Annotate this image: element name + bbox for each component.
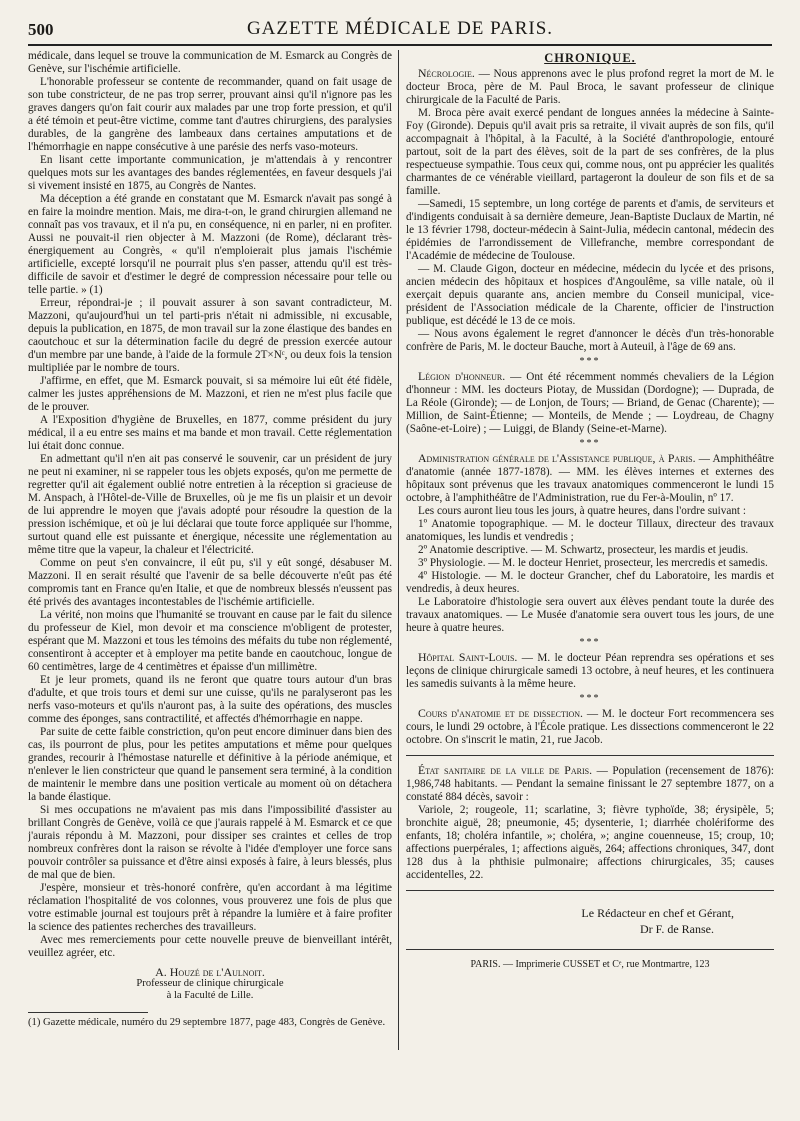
section-rule: [406, 890, 774, 891]
item-lead: État sanitaire de la ville de Paris.: [418, 763, 593, 777]
item-text: — M. le docteur Fort recommencera ses cours, le lundi 29 octobre, à l'École pratique. Les dissections commenceront le 22 octobre. On s'inscrit le matin, 21, rue Jacob.: [406, 708, 774, 746]
item-lead: Cours d'anatomie et de dissection.: [418, 706, 583, 720]
course-item: 3º Physiologie. — M. le docteur Henriet, prosecteur, les mercredis et samedis.: [418, 557, 768, 569]
course-item: 4º Histologie. — M. le docteur Grancher, chef du Laboratoire, les mardis et vendredis, à deux heures.: [406, 570, 774, 595]
item-text: — Nous apprenons avec le plus profond regret la mort de M. le docteur Broca, père de M. Paul Broca, le savant professeur de clinique chirurgicale de la Faculté de Paris.: [406, 68, 774, 106]
paragraph: Erreur, répondrai-je ; il pouvait assurer à son savant contradicteur, M. Mazzoni, qu'aujourd'hui un tel parti-pris n'était ni admissible, ni excusable, depuis la publication, en 1875, de mon travail sur la zone élastique des bandes en caoutchouc et sur la détermination facile du degré de pression exercée autour d'un membre par une bande, à l'aide de la formule 2T×Nᶜ, ou deux fois la tension multipliée par le nombre de tours.: [28, 297, 392, 374]
item-text: — Amphithéâtre d'anatomie (année 1877-1878). — MM. les élèves internes et externes des hôpitaux sont prévenus que les travaux anatomiques commenceront le lundi 15 octobre, à l'amphithéâtre de l'Administration, rue du Fer-à-Moulin, nº 17.: [406, 453, 774, 504]
paragraph: Si mes occupations ne m'avaient pas mis dans l'impossibilité d'assister au brillant Congrès de Genève, voilà ce que j'aurais rappelé à M. Esmarck et ce que j'aurais répondu à M. Mazzoni, pour dissiper ses craintes et celles de trop nombreux confrères dont la raison se révolte à l'idée d'employer une force sans pouvoir contrôler sa puissance et d'être ainsi exposés à faire, à leurs blessés, plus de mal que de bien.: [28, 804, 392, 881]
author-title-line: à la Faculté de Lille.: [166, 990, 254, 1001]
right-column: [406, 50, 774, 1110]
news-item: [406, 707, 774, 747]
news-item: [406, 764, 774, 804]
paragraph: En lisant cette importante communication, je m'attendais à y rencontrer quelques mots sur les avantages des bandes réglementées, en faveur desquels j'ai si vivement insisté en 1875, au Congrès de Nantes.: [28, 154, 392, 192]
separator-asterisks: ***: [579, 356, 601, 367]
paragraph: — M. Claude Gigon, docteur en médecine, médecin du lycée et des prisons, ancien médecin des hôpitaux et hospices d'Angoulême, sa ville natale, où il exerçait depuis quarante ans, ancien membre du Conseil municipal, vice-président de l'Association médicale de la Charente, officier de l'instruction publique, est décédé le 13 de ce mois.: [406, 263, 774, 327]
paragraph: Par suite de cette faible constriction, qu'on peut encore diminuer dans bien des cas, ils pourront de plus, pour les petites amputations et même pour quelques grandes, recourir à l'hémostase naturelle et définitive à la période anémique, et n'enlever le lien constricteur que quand le pansement sera terminé, à la condition de maintenir le membre dans une position verticale au moment où on détachera la bande élastique.: [28, 726, 392, 803]
item-lead: Hôpital Saint-Louis.: [418, 650, 518, 664]
paragraph: Avec mes remerciements pour cette nouvelle preuve de bienveillant intérêt, veuillez agréer, etc.: [28, 934, 392, 959]
item-lead: Nécrologie.: [418, 66, 475, 80]
editor-role: Le Rédacteur en chef et Gérant,: [581, 906, 734, 920]
paragraph: — Nous avons également le regret d'annoncer le décès d'un très-honorable confrère de Paris, M. le docteur Bauche, mort à Auteuil, à l'âge de 69 ans.: [406, 328, 774, 353]
paragraph: —Samedi, 15 septembre, un long cortége de parents et d'amis, de serviteurs et d'indigents conduisait à sa dernière demeure, Jean-Baptiste Duclaux de Martin, né le 13 février 1798, docteur-médecin à Saint-Julia, médecin cantonal, médecin des épidémies de l'arrondissement de Villefranche, membre correspondant de l'Académie de médecine de Toulouse.: [406, 198, 774, 262]
paragraph: En admettant qu'il n'en ait pas conservé le souvenir, car un président de jury ne peut ni examiner, ni se rappeler tous les objets exposés, qu'on me permette de regretter qu'il ait également oublié notre entretien à la réception si gracieuse de M. Anspach, à l'Hôtel-de-Ville de Bruxelles, où je me fis un plaisir et un devoir de lui apprendre le moyen que j'avais adopté pour résoudre la question de la pression ischémique, et où je lui déclarai que toute force appliquée sur l'homme, surtout quand elle est puissante et énergique, nécessite une réglementation au même titre que la vapeur, la chaleur et l'électricité.: [28, 453, 392, 556]
author-name: A. Houzé de l'Aulnoit.: [155, 965, 265, 979]
header-rule: [28, 44, 772, 46]
course-item: 2º Anatomie descriptive. — M. Schwartz, prosecteur, les mardis et jeudis.: [418, 544, 749, 556]
editor-signature: [406, 905, 774, 937]
paragraph: A l'Exposition d'hygiène de Bruxelles, en 1877, comme président du jury médical, il a eu entre ses mains et ma bande et mon travail. Cette réglementation lui était donc connue.: [28, 414, 392, 452]
footnote-rule: [28, 1012, 148, 1013]
course-item: 1º Anatomie topographique. — M. le docteur Tillaux, directeur des travaux anatomiques, les lundis et vendredis ;: [406, 518, 774, 543]
separator-asterisks: ***: [579, 637, 601, 648]
paragraph: J'affirme, en effet, que M. Esmarck pouvait, si sa mémoire lui eût été fidèle, calmer les justes appréhensions de M. Mazzoni, et rien ne m'est plus facile que de le prouver.: [28, 375, 392, 413]
item-text: — M. le docteur Péan reprendra ses opérations et ses leçons de clinique chirurgicale samedi 13 octobre, à neuf heures, et les continuera les samedis suivants à la même heure.: [406, 652, 774, 690]
separator-asterisks: ***: [579, 438, 601, 449]
page-number: 500: [28, 20, 54, 39]
item-lead: Légion d'honneur.: [418, 369, 506, 383]
paragraph: Le Laboratoire d'histologie sera ouvert aux élèves pendant toute la durée des travaux anatomiques. — Le Musée d'anatomie sera ouvert tous les jours, de une heure à quatre heures.: [406, 596, 774, 634]
news-item: [406, 370, 774, 436]
paragraph: La vérité, non moins que l'humanité se trouvant en cause par le fait du silence du professeur de Kiel, mon devoir et ma conscience m'obligent de protester, espérant que M. Mazzoni et tous les témoins des méfaits du tube non réglementé, consentiront à accepter et à employer ma petite bande en caoutchouc, longue de 60 centimètres, large de 4 centimètres et épaisse d'un millimètre.: [28, 609, 392, 673]
paragraph: J'espère, monsieur et très-honoré confrère, qu'en accordant à ma légitime réclamation l'hospitalité de vos colonnes, vous prouverez une fois de plus que votre estimable journal est toujours prêt à répandre la lumière et à faire profiter la science des patientes recherches des travailleurs.: [28, 882, 392, 933]
item-text: — Ont été récemment nommés chevaliers de la Légion d'honneur : MM. les docteurs Piotay, de Mussidan (Dordogne); — Duprada, de La Réole (Gironde); — de Lonjon, de Tours; — Briand, de Genac (Charente); — Million, de Saint-Étienne; — Monteils, de Mende ; — Loydreau, de Chagny (Saône-et-Loire) ; — Luiggi, de Blandy (Seine-et-Marne).: [406, 371, 774, 435]
paragraph: L'honorable professeur se contente de recommander, quand on fait usage de son tube constricteur, de ne pas trop serrer, prouvant ainsi qu'il n'ignore pas les graves dangers qu'on fait courir aux malades par une trop forte pression, et qu'il a été témoin et peut-être victime, comme tant d'autres chirurgiens, des paralysies durables, de la gangrène des lambeaux dans certaines amputations et de l'hémorrhagie en nappe consécutive à une parésie des nerfs vaso-moteurs.: [28, 76, 392, 153]
paragraph: Ma déception a été grande en constatant que M. Esmarck n'avait pas songé à en faire la moindre mention. Mais, me dira-t-on, le grand chirurgien allemand ne connaît pas vos travaux, et il n'a pu, en conséquence, ni en parler, ni en profiter. Aussi ne pouvait-il rien objecter à M. Mazzoni (de Rome), déclarant très-énergiquement au Congrès, « qu'il n'emploierait plus jamais l'ischémie artificielle, excepté lorsqu'il ne pourrait plus s'en passer, attendu qu'il est très-difficile de savoir et d'estimer le degré de compression nécessaire pour telle ou telle partie. » (1): [28, 193, 392, 296]
left-column: [28, 50, 392, 1110]
imprint-rule: [406, 949, 774, 950]
item-text: — Population (recensement de 1876): 1,986,748 habitants. — Pendant la semaine finissant le 27 septembre 1877, on a constaté 884 décès, savoir :: [406, 765, 774, 803]
section-rule: [406, 755, 774, 756]
editor-name: Dr F. de Ranse.: [639, 922, 714, 936]
paragraph: Variole, 2; rougeole, 11; scarlatine, 3; fièvre typhoïde, 38; érysipèle, 5; bronchite aiguë, 28; pneumonie, 45; dysenterie, 1; diarrhée cholériforme des enfants, 18; choléra infantile, »; choléra, »; angine couenneuse, 15; croup, 10; affections puerpérales, 1; affections aiguës, 264; affections chroniques, 347, dont 128 dus à la phthisie pulmonaire; affections chirurgicales, 35; causes accidentelles, 22.: [406, 804, 774, 881]
column-divider: [398, 50, 399, 1050]
paragraph: Et je leur promets, quand ils ne feront que quatre tours autour d'un bras d'adulte, et que trois tours et demi sur une cuisse, qu'ils ne paralyseront pas les nerfs vaso-moteurs et qu'ils n'auront pas, à la suite des opérations, des muscles comme des éponges, sans contractilité, et affectés d'hémorrhagie en nappe.: [28, 674, 392, 725]
news-item: [406, 651, 774, 691]
author-signature: [28, 966, 392, 1002]
author-title-line: Professeur de clinique chirurgicale: [136, 978, 284, 989]
paragraph: M. Broca père avait exercé pendant de longues années la médecine à Sainte-Foy (Gironde). Depuis qu'il avait pris sa retraite, il vivait auprès de son fils, qu'il accompagnait à l'hôpital, à la Faculté, à la Société d'anthropologie, entouré partout, soit de la part des élèves, soit de la part de ses confrères, de la plus respectueuse sympathie. Tous ceux qui, comme nous, ont pu apprécier les qualités charmantes de ce vénérable vieillard, partageront la douleur de son fils et de sa famille.: [406, 107, 774, 197]
running-header: [28, 18, 772, 44]
footnote: (1) Gazette médicale, numéro du 29 septembre 1877, page 483, Congrès de Genève.: [28, 1017, 386, 1028]
printer-imprint: PARIS. — Imprimerie CUSSET et Cᵉ, rue Montmartre, 123: [470, 959, 710, 970]
item-lead: Administration générale de l'Assistance publique, à Paris.: [418, 451, 696, 465]
paragraph: Comme on peut s'en convaincre, il eût pu, s'il y eût songé, désabuser M. Mazzoni. Il en serait résulté que l'avenir de sa belle découverte n'eût pas été compromis tant en France qu'en Italie, et que de nombreux blessés n'eussent pas été privés des avantages incontestables de l'ischémie artificielle.: [28, 557, 392, 608]
separator-asterisks: ***: [579, 693, 601, 704]
news-item: [406, 67, 774, 107]
paragraph: médicale, dans lequel se trouve la communication de M. Esmarck au Congrès de Genève, sur l'ischémie artificielle.: [28, 50, 392, 75]
page-title: GAZETTE MÉDICALE DE PARIS.: [246, 18, 554, 39]
section-heading: CHRONIQUE.: [544, 51, 636, 65]
news-item: [406, 452, 774, 505]
paragraph: Les cours auront lieu tous les jours, à quatre heures, dans l'ordre suivant :: [418, 505, 746, 517]
